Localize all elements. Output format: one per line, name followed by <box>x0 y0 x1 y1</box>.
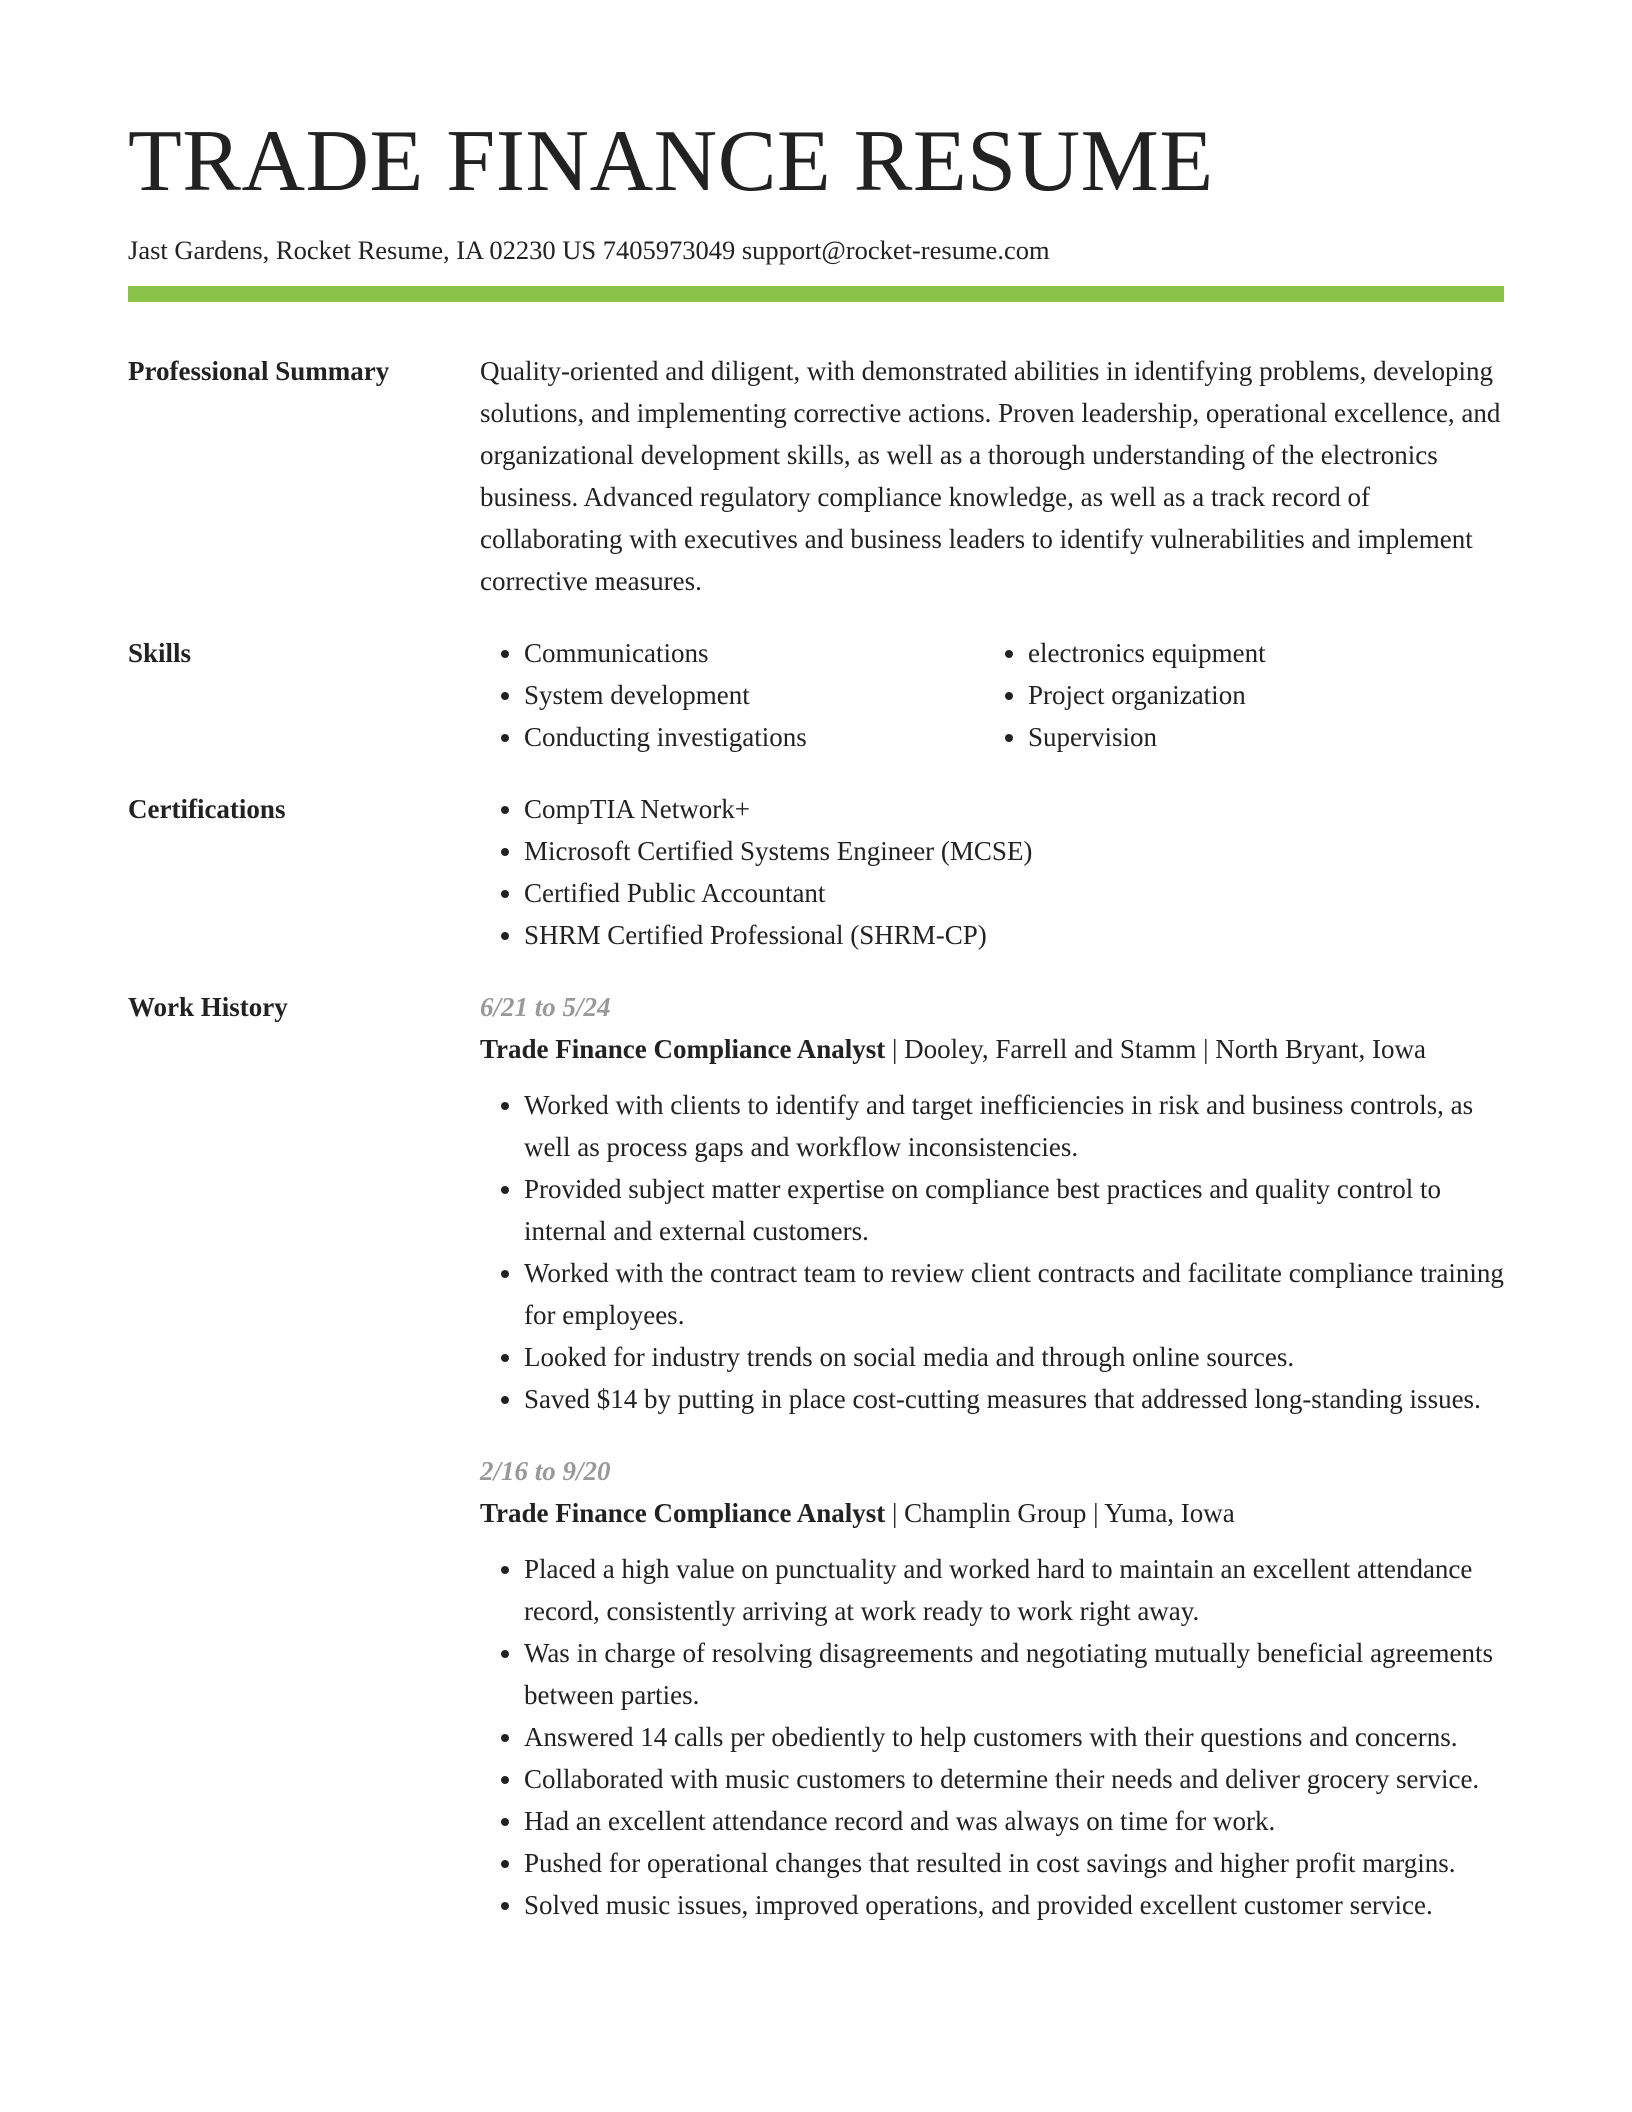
resume-sections <box>128 350 1504 1956</box>
skill-item: • Supervision <box>1028 716 1488 758</box>
job-duties-list <box>480 1548 1504 1926</box>
skill-item: • Project organization <box>1028 674 1488 716</box>
certifications-label: Certifications <box>128 794 286 824</box>
certifications-section <box>128 788 1504 956</box>
work-history-body <box>480 986 1504 1926</box>
summary-body <box>480 350 1504 602</box>
summary-text: Quality-oriented and diligent, with demonstrated abilities in identifying problems, developing solutions, and implementing corrective actions. Proven leadership, operational excellence, and organizational development skills, as well as a thorough understanding of the electronics business. Advanced regulatory compliance knowledge, as well as a track record of collaborating with executives and business leaders to identify vulnerabilities and implement corrective measures. <box>480 356 1501 596</box>
job-dates: 2/16 to 9/20 <box>480 1456 611 1486</box>
work-history-section <box>128 986 1504 1926</box>
job-duty: • Worked with clients to identify and target inefficiencies in risk and business controls, as well as process gaps and workflow inconsistencies. <box>524 1084 1504 1168</box>
job-duties-list <box>480 1084 1504 1420</box>
job-duty: • Answered 14 calls per obediently to help customers with their questions and concerns. <box>524 1716 1504 1758</box>
certification-item: • Certified Public Accountant <box>524 872 1504 914</box>
job-duty: • Solved music issues, improved operations, and provided excellent customer service. <box>524 1884 1504 1926</box>
job-duty: • Had an excellent attendance record and was always on time for work. <box>524 1800 1504 1842</box>
skills-body <box>480 632 1504 758</box>
skill-item: • electronics equipment <box>1028 632 1488 674</box>
job-duty: • Worked with the contract team to review client contracts and facilitate compliance training for employees. <box>524 1252 1504 1336</box>
summary-section <box>128 350 1504 602</box>
summary-label: Professional Summary <box>128 356 390 386</box>
job-duty: • Looked for industry trends on social media and through online sources. <box>524 1336 1504 1378</box>
certifications-body <box>480 788 1504 956</box>
job-entry <box>480 1450 1504 1926</box>
job-title: Trade Finance Compliance Analyst <box>480 1498 886 1528</box>
work-history-label: Work History <box>128 992 288 1022</box>
accent-divider <box>128 286 1504 302</box>
job-dates: 6/21 to 5/24 <box>480 992 611 1022</box>
skills-column-left <box>480 632 984 758</box>
job-duty: • Was in charge of resolving disagreements and negotiating mutually beneficial agreements between parties. <box>524 1632 1504 1716</box>
job-title: Trade Finance Compliance Analyst <box>480 1034 886 1064</box>
job-duty: • Saved $14 by putting in place cost-cutting measures that addressed long-standing issues. <box>524 1378 1504 1420</box>
skill-item: • Communications <box>524 632 984 674</box>
skills-label: Skills <box>128 638 192 668</box>
skills-list-left <box>480 632 984 758</box>
job-heading <box>480 1028 1504 1070</box>
skills-section <box>128 632 1504 758</box>
job-duty: • Collaborated with music customers to determine their needs and deliver grocery service. <box>524 1758 1504 1800</box>
certifications-list <box>480 788 1504 956</box>
job-duty: • Provided subject matter expertise on compliance best practices and quality control to internal and external customers. <box>524 1168 1504 1252</box>
skill-item: • System development <box>524 674 984 716</box>
job-duty: • Pushed for operational changes that resulted in cost savings and higher profit margins. <box>524 1842 1504 1884</box>
job-duty: • Placed a high value on punctuality and worked hard to maintain an excellent attendance record, consistently arriving at work ready to work right away. <box>524 1548 1504 1632</box>
certification-item: • SHRM Certified Professional (SHRM-CP) <box>524 914 1504 956</box>
certification-item: • CompTIA Network+ <box>524 788 1504 830</box>
skill-item: • Conducting investigations <box>524 716 984 758</box>
skills-grid <box>480 632 1504 758</box>
resume-title: TRADE FINANCE RESUME <box>128 113 1214 210</box>
job-heading <box>480 1492 1504 1534</box>
contact-info: Jast Gardens, Rocket Resume, IA 02230 US 7405973049 support@rocket-resume.com <box>128 235 1050 265</box>
certification-item: • Microsoft Certified Systems Engineer (MCSE) <box>524 830 1504 872</box>
skills-list-right <box>984 632 1488 758</box>
job-employer-location: | Dooley, Farrell and Stamm | North Bryant, Iowa <box>885 1034 1426 1064</box>
job-entry <box>480 986 1504 1420</box>
job-employer-location: | Champlin Group | Yuma, Iowa <box>885 1498 1235 1528</box>
skills-column-right <box>984 632 1488 758</box>
